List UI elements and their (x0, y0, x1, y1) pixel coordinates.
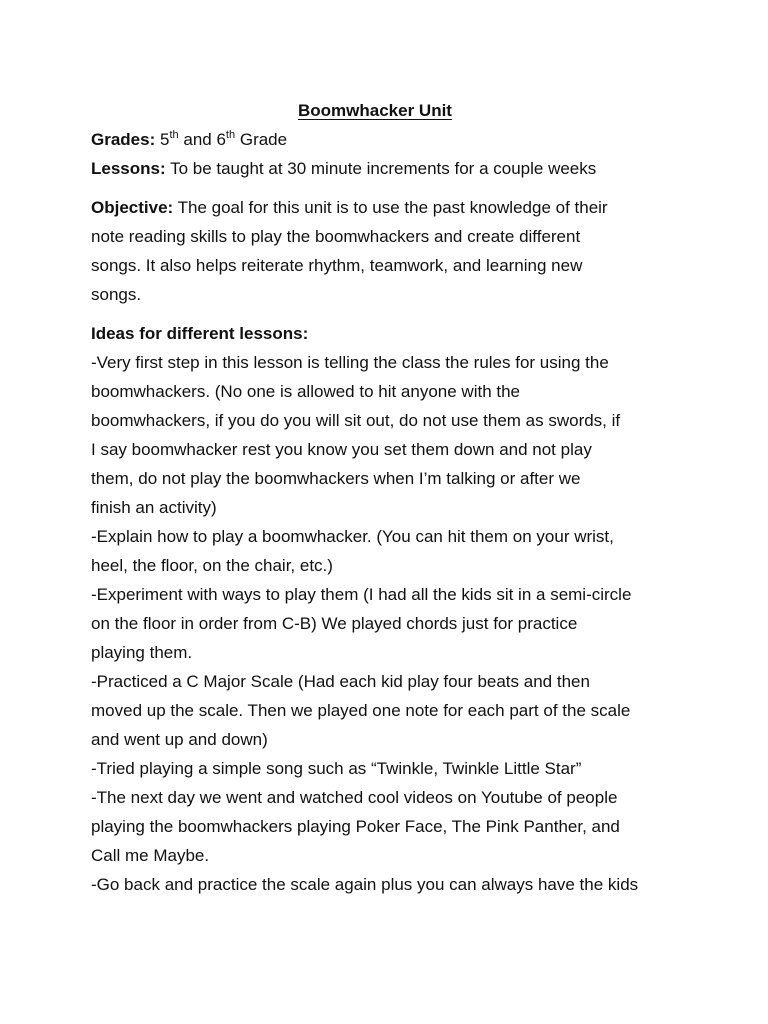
grades-tail-text: Grade (239, 130, 288, 149)
ideas-line: -Practiced a C Major Scale (Had each kid play four beats and then (91, 672, 590, 691)
ideas-line: heel, the floor, on the chair, etc.) (91, 556, 333, 575)
ideas-line: Call me Maybe. (91, 846, 210, 865)
document-title: Boomwhacker Unit (298, 101, 452, 120)
objective-line: note reading skills to play the boomwhackers and create different (91, 227, 581, 246)
ideas-line: -Explain how to play a boomwhacker. (You can hit them on your wrist, (91, 527, 614, 546)
objective-paragraph (91, 193, 681, 309)
grades-first-number: 5 (159, 130, 170, 149)
grades-first-suffix: th (169, 129, 179, 141)
grades-line (91, 125, 681, 154)
ideas-line: -Very first step in this lesson is telling the class the rules for using the (91, 353, 609, 372)
ideas-section (91, 319, 681, 899)
ideas-heading: Ideas for different lessons: (91, 324, 309, 343)
objective-first-line (91, 193, 681, 222)
ideas-line: -Experiment with ways to play them (I had all the kids sit in a semi-circle (91, 585, 632, 604)
objective-first-line-text: The goal for this unit is to use the past knowledge of their (177, 198, 608, 217)
objective-line: songs. It also helps reiterate rhythm, teamwork, and learning new (91, 256, 583, 275)
grades-second-suffix: th (225, 129, 236, 141)
document-body (91, 96, 681, 899)
ideas-line: -Go back and practice the scale again plus you can always have the kids (91, 875, 639, 894)
grades-label: Grades: (91, 130, 156, 149)
lessons-label: Lessons: (91, 159, 166, 178)
ideas-line: boomwhackers, if you do you will sit out, do not use them as swords, if (91, 411, 621, 430)
ideas-line: finish an activity) (91, 498, 217, 517)
ideas-line: -Tried playing a simple song such as “Twinkle, Twinkle Little Star” (91, 759, 582, 778)
objective-line: songs. (91, 285, 142, 304)
ideas-line: I say boomwhacker rest you know you set them down and not play (91, 440, 592, 459)
objective-label: Objective: (91, 198, 174, 217)
ideas-line: boomwhackers. (No one is allowed to hit anyone with the (91, 382, 521, 401)
ideas-line: -The next day we went and watched cool videos on Youtube of people (91, 788, 618, 807)
ideas-line: them, do not play the boomwhackers when I’m talking or after we (91, 469, 581, 488)
ideas-line: playing the boomwhackers playing Poker Face, The Pink Panther, and (91, 817, 620, 836)
lessons-text: To be taught at 30 minute increments for a couple weeks (170, 159, 597, 178)
ideas-line: on the floor in order from C-B) We played chords just for practice (91, 614, 578, 633)
lessons-line (91, 154, 681, 183)
ideas-line: moved up the scale. Then we played one note for each part of the scale (91, 701, 631, 720)
grades-middle-text: and 6 (183, 130, 226, 149)
ideas-line: playing them. (91, 643, 193, 662)
ideas-line: and went up and down) (91, 730, 268, 749)
